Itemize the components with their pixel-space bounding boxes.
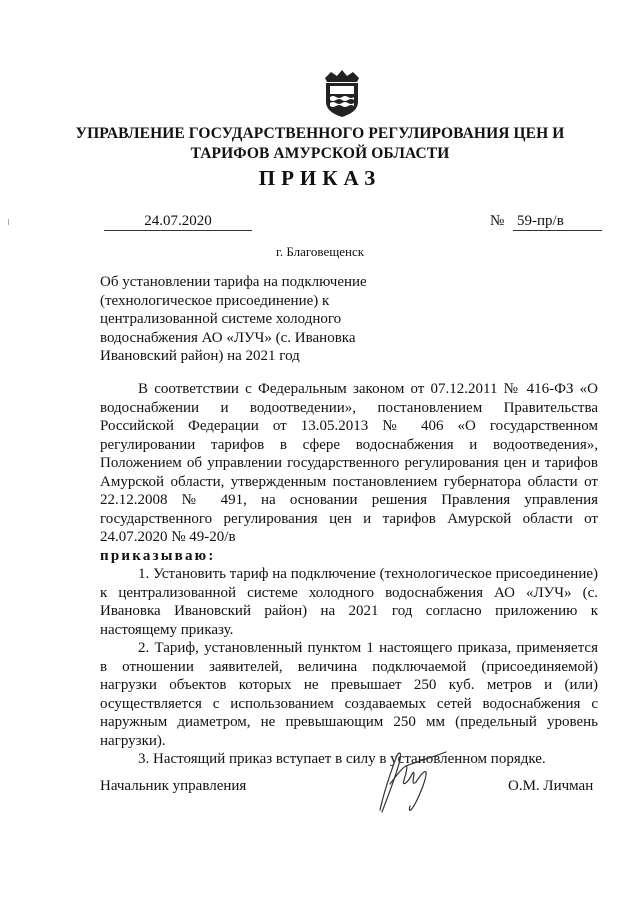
subject-line: Ивановский район) на 2021 год: [100, 348, 300, 364]
document-title: ПРИКАЗ: [258, 166, 382, 190]
organization-name: [60, 124, 580, 164]
margin-mark: [8, 219, 9, 225]
order-number: 59-пр/в: [513, 213, 602, 231]
handwritten-signature-icon: [366, 740, 456, 820]
subject-line: Об установлении тарифа на подключение: [100, 274, 367, 290]
city-name: г. Благовещенск: [275, 244, 365, 259]
signatory-name: О.М. Личман: [508, 778, 594, 794]
order-item-3: 3. Настоящий приказ вступает в силу в установленном порядке.: [138, 751, 546, 767]
order-item-1: 1. Установить тариф на подключение (технологическое присоединение) к централизованной системе холодного водоснабжения АО «ЛУЧ» (с. Ивановка Ивановский район) на 2021 год согласно приложению к настоящему приказу.: [100, 566, 598, 638]
preamble-paragraph: В соответствии с Федеральным законом от 07.12.2011 № 416-ФЗ «О водоснабжении и водоотведении», постановлением Правительства Российской Федерации от 13.05.2013 № 406 «О государственном регулировании тарифов в сфере водоснабжения и водоотведения», Положением об управлении государственного регулирования цен и тарифов Амурской области, утвержденным постановлением губернатора области от 22.12.2008 № 491, на основании решения Правления управления государственного регулирования цен и тарифов Амурской области от 24.07.2020 № 49-20/в: [100, 381, 598, 545]
order-item-2: 2. Тариф, установленный пунктом 1 настоящего приказа, применяется в отношении заявителей, величина подключаемой (присоединяемой) нагрузки объектов которых не превышает 250 куб. метров и (или) осуществляется с использованием создаваемых сетей водоснабжения с наружным диаметром, не превышающим 250 мм (предельный уровень нагрузки).: [100, 640, 598, 749]
organization-name-line-1: УПРАВЛЕНИЕ ГОСУДАРСТВЕННОГО РЕГУЛИРОВАНИЯ ЦЕН И: [75, 125, 565, 142]
orders-heading: приказываю:: [100, 547, 216, 564]
order-subject: [100, 273, 400, 366]
subject-line: централизованной системе холодного: [100, 311, 342, 327]
subject-line: водоснабжения АО «ЛУЧ» (с. Ивановка: [100, 329, 356, 346]
order-body: [100, 380, 598, 769]
signatory-position: Начальник управления: [100, 778, 247, 794]
number-sign: №: [490, 213, 505, 229]
order-date: 24.07.2020: [104, 213, 252, 231]
organization-name-line-2: ТАРИФОВ АМУРСКОЙ ОБЛАСТИ: [190, 145, 450, 162]
subject-line: (технологическое присоединение) к: [100, 292, 330, 309]
coat-of-arms-icon: [321, 68, 363, 118]
